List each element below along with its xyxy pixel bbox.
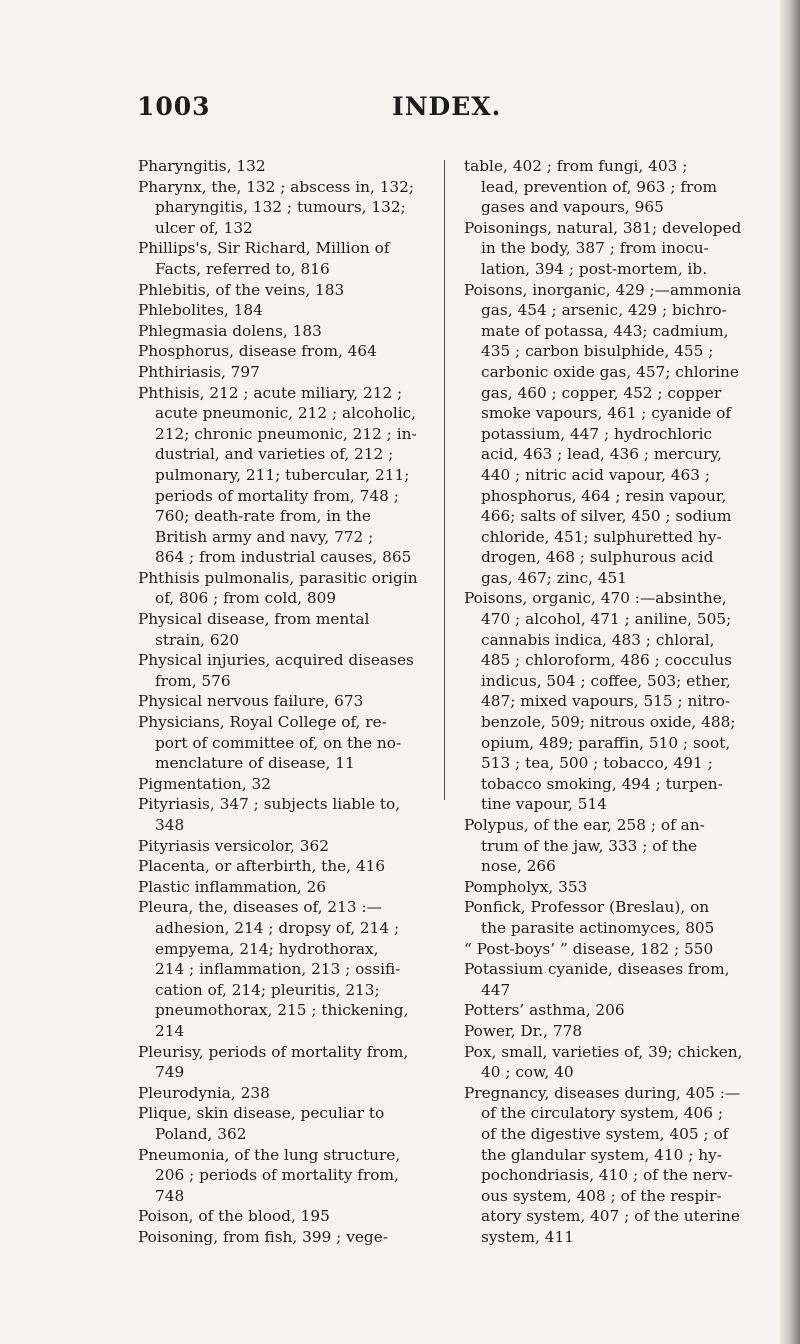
index-entry: [464, 156, 756, 218]
index-entry-line: Pleurodynia, 238: [138, 1083, 270, 1102]
index-entry: [464, 1042, 756, 1083]
index-entry-continuation: 485 ; chloroform, 486 ; cocculus: [481, 651, 732, 670]
index-entry-continuation: smoke vapours, 461 ; cyanide of: [481, 404, 731, 423]
index-entry-line: Pharynx, the, 132 ; abscess in, 132;: [138, 177, 415, 196]
index-column-left: [138, 156, 426, 1247]
index-entry-continuation: 470 ; alcohol, 471 ; aniline, 505;: [481, 610, 732, 629]
index-entry-line: Pleurisy, periods of mortality from,: [138, 1042, 409, 1061]
index-entry-continuation: British army and navy, 772 ;: [155, 527, 374, 546]
page-edge-shadow: [780, 0, 800, 1344]
index-entry: [138, 691, 426, 712]
index-entry-continuation: pneumothorax, 215 ; thickening,: [155, 1001, 409, 1020]
index-entry-continuation: 40 ; cow, 40: [481, 1063, 574, 1082]
index-entry-continuation: gases and vapours, 965: [481, 198, 664, 217]
index-entry: [464, 218, 756, 280]
index-entry-line: Pregnancy, diseases during, 405 :—: [464, 1083, 741, 1102]
index-entry-line: Physical disease, from mental: [138, 610, 370, 629]
index-entry-line: Ponfick, Professor (Breslau), on: [464, 898, 710, 917]
index-entry: [138, 650, 426, 691]
index-entry-continuation: 214 ; inflammation, 213 ; ossifi-: [155, 960, 401, 979]
index-entry-continuation: ous system, 408 ; of the respir-: [481, 1186, 722, 1205]
index-entry-continuation: indicus, 504 ; coffee, 503; ether,: [481, 671, 731, 690]
index-entry-line: Pharyngitis, 132: [138, 157, 266, 175]
index-entry-continuation: menclature of disease, 11: [155, 754, 355, 773]
index-entry: [464, 939, 756, 960]
index-entry-line: Potters’ asthma, 206: [464, 1001, 625, 1020]
index-entry: [138, 794, 426, 835]
index-entry-continuation: cannabis indica, 483 ; chloral,: [481, 630, 715, 649]
index-entry-continuation: gas, 460 ; copper, 452 ; copper: [481, 383, 722, 402]
index-entry-continuation: in the body, 387 ; from inocu-: [481, 239, 709, 258]
index-entry-line: Phlebitis, of the veins, 183: [138, 280, 345, 299]
index-entry-continuation: acute pneumonic, 212 ; alcoholic,: [155, 404, 417, 423]
index-entry-line: Poisons, organic, 470 :—absinthe,: [464, 589, 727, 608]
index-entry-continuation: adhesion, 214 ; dropsy of, 214 ;: [155, 918, 400, 937]
index-entry-continuation: 487; mixed vapours, 515 ; nitro-: [481, 692, 731, 711]
index-entry-line: Pox, small, varieties of, 39; chicken,: [464, 1042, 743, 1061]
index-entry: [138, 609, 426, 650]
index-entry-continuation: tobacco smoking, 494 ; turpen-: [481, 774, 723, 793]
index-entry-continuation: system, 411: [481, 1227, 574, 1246]
index-entry-line: “ Post-boys’ ” disease, 182 ; 550: [464, 939, 714, 958]
index-entry: [138, 1227, 426, 1248]
index-entry: [138, 856, 426, 877]
index-entry-line: Pityriasis versicolor, 362: [138, 836, 329, 855]
index-entry: [138, 1145, 426, 1207]
index-entry-continuation: 348: [155, 816, 185, 834]
index-entry-continuation: pharyngitis, 132 ; tumours, 132;: [155, 198, 406, 217]
index-entry-continuation: 749: [155, 1063, 185, 1082]
index-entry-continuation: lation, 394 ; post-mortem, ib.: [481, 259, 708, 278]
index-entry: [464, 877, 756, 898]
running-title: INDEX.: [392, 92, 502, 121]
index-entry-line: Pompholyx, 353: [464, 877, 588, 896]
index-entry: [138, 1206, 426, 1227]
index-entry-line: Phthisis, 212 ; acute miliary, 212 ;: [138, 383, 403, 402]
index-entry: [464, 959, 756, 1000]
index-entry-continuation: empyema, 214; hydrothorax,: [155, 939, 379, 958]
index-entry-continuation: port of committee of, on the no-: [155, 733, 402, 752]
index-entry-line: Plique, skin disease, peculiar to: [138, 1104, 385, 1123]
index-entry-continuation: 760; death-rate from, in the: [155, 507, 371, 526]
index-entry-continuation: carbonic oxide gas, 457; chlorine: [481, 362, 739, 381]
page-header: [0, 92, 780, 132]
index-entry-line: Physical nervous failure, 673: [138, 692, 364, 711]
index-entry: [464, 1083, 756, 1248]
index-entry-continuation: 466; salts of silver, 450 ; sodium: [481, 507, 732, 526]
index-entry-continuation: lead, prevention of, 963 ; from: [481, 177, 718, 196]
index-entry-line: Phosphorus, disease from, 464: [138, 342, 377, 361]
index-entry-line: Poisons, inorganic, 429 ;—ammonia: [464, 280, 742, 299]
index-entry: [138, 280, 426, 301]
index-entry-line: Phthiriasis, 797: [138, 362, 260, 381]
index-entry-continuation: tine vapour, 514: [481, 795, 607, 814]
index-entry: [138, 321, 426, 342]
index-entry-line: Pityriasis, 347 ; subjects liable to,: [138, 795, 401, 814]
index-entry-line: Physical injuries, acquired diseases: [138, 651, 414, 670]
index-entry-continuation: mate of potassa, 443; cadmium,: [481, 321, 729, 340]
index-entry-continuation: Poland, 362: [155, 1124, 247, 1143]
index-entry-line: Phlebolites, 184: [138, 301, 263, 320]
index-entry: [138, 1083, 426, 1104]
index-entry-continuation: pulmonary, 211; tubercular, 211;: [155, 465, 410, 484]
index-entry: [464, 588, 756, 815]
index-entry-continuation: benzole, 509; nitrous oxide, 488;: [481, 713, 736, 732]
index-entry: [464, 897, 756, 938]
index-entry-continuation: periods of mortality from, 748 ;: [155, 486, 399, 505]
index-entry-continuation: cation of, 214; pleuritis, 213;: [155, 980, 380, 999]
index-entry: [138, 300, 426, 321]
index-entry: [464, 1000, 756, 1021]
index-entry-continuation: the parasite actinomyces, 805: [481, 918, 715, 937]
index-entry: [138, 156, 426, 177]
index-entry-line: Pleura, the, diseases of, 213 :—: [138, 898, 382, 917]
index-entry-line: Poisoning, from fish, 399 ; vege-: [138, 1227, 388, 1246]
index-entry-line: Pigmentation, 32: [138, 774, 271, 793]
index-entry-continuation: of, 806 ; from cold, 809: [155, 589, 337, 608]
index-entry-continuation: opium, 489; paraffin, 510 ; soot,: [481, 733, 731, 752]
index-entry: [138, 774, 426, 795]
index-entry-line: Polypus, of the ear, 258 ; of an-: [464, 816, 705, 834]
index-entry-continuation: from, 576: [155, 671, 231, 690]
index-entry: [138, 836, 426, 857]
index-entry: [464, 815, 756, 877]
index-entry-continuation: drogen, 468 ; sulphurous acid: [481, 548, 714, 567]
index-entry-continuation: of the circulatory system, 406 ;: [481, 1104, 724, 1123]
index-entry: [138, 1042, 426, 1083]
index-column-right: [464, 156, 756, 1247]
index-entry-continuation: 440 ; nitric acid vapour, 463 ;: [481, 465, 711, 484]
index-entry-continuation: strain, 620: [155, 630, 240, 649]
index-entry-line: table, 402 ; from fungi, 403 ;: [464, 157, 688, 175]
index-entry-continuation: 214: [155, 1021, 185, 1040]
index-entry-line: Phthisis pulmonalis, parasitic origin: [138, 568, 418, 587]
index-entry-line: Phillips's, Sir Richard, Million of: [138, 239, 390, 258]
index-entry: [138, 238, 426, 279]
index-entry: [138, 568, 426, 609]
index-entry: [138, 383, 426, 568]
index-entry-continuation: acid, 463 ; lead, 436 ; mercury,: [481, 445, 722, 464]
index-entry-continuation: potassium, 447 ; hydrochloric: [481, 424, 713, 443]
index-entry: [138, 177, 426, 239]
index-entry-line: Poison, of the blood, 195: [138, 1207, 330, 1226]
index-entry: [464, 280, 756, 589]
index-entry: [138, 712, 426, 774]
index-entry-continuation: 212; chronic pneumonic, 212 ; in-: [155, 424, 417, 443]
index-entry-continuation: of the digestive system, 405 ; of: [481, 1124, 729, 1143]
index-entry-line: Poisonings, natural, 381; developed: [464, 218, 742, 237]
index-entry-continuation: gas, 454 ; arsenic, 429 ; bichro-: [481, 301, 727, 320]
index-entry-line: Potassium cyanide, diseases from,: [464, 960, 730, 979]
index-entry-continuation: 435 ; carbon bisulphide, 455 ;: [481, 342, 714, 361]
page-number: 1003: [137, 92, 211, 121]
index-entry-continuation: atory system, 407 ; of the uterine: [481, 1207, 740, 1226]
index-entry: [138, 897, 426, 1041]
index-entry-continuation: ulcer of, 132: [155, 218, 253, 237]
index-entry-continuation: nose, 266: [481, 857, 556, 876]
index-entry-continuation: pochondriasis, 410 ; of the nerv-: [481, 1166, 733, 1185]
index-entry-line: Phlegmasia dolens, 183: [138, 321, 322, 340]
index-entry-line: Power, Dr., 778: [464, 1021, 583, 1040]
index-entry-continuation: gas, 467; zinc, 451: [481, 568, 627, 587]
index-entry-continuation: dustrial, and varieties of, 212 ;: [155, 445, 394, 464]
index-entry-line: Physicians, Royal College of, re-: [138, 713, 387, 732]
index-entry-continuation: 513 ; tea, 500 ; tobacco, 491 ;: [481, 754, 713, 773]
index-entry-continuation: 206 ; periods of mortality from,: [155, 1166, 399, 1185]
index-entry: [138, 362, 426, 383]
index-entry: [464, 1021, 756, 1042]
index-entry-line: Pneumonia, of the lung structure,: [138, 1145, 401, 1164]
column-divider: [444, 160, 445, 800]
index-entry: [138, 877, 426, 898]
index-entry-continuation: Facts, referred to, 816: [155, 259, 330, 278]
index-entry-continuation: 748: [155, 1186, 185, 1205]
index-entry-line: Placenta, or afterbirth, the, 416: [138, 857, 386, 876]
index-entry-line: Plastic inflammation, 26: [138, 877, 327, 896]
index-entry-continuation: trum of the jaw, 333 ; of the: [481, 836, 698, 855]
index-entry: [138, 1103, 426, 1144]
index-entry-continuation: the glandular system, 410 ; hy-: [481, 1145, 722, 1164]
index-entry-continuation: 864 ; from industrial causes, 865: [155, 548, 412, 567]
index-entry-continuation: phosphorus, 464 ; resin vapour,: [481, 486, 727, 505]
index-entry-continuation: chloride, 451; sulphuretted hy-: [481, 527, 722, 546]
index-entry: [138, 341, 426, 362]
index-entry-continuation: 447: [481, 980, 511, 999]
